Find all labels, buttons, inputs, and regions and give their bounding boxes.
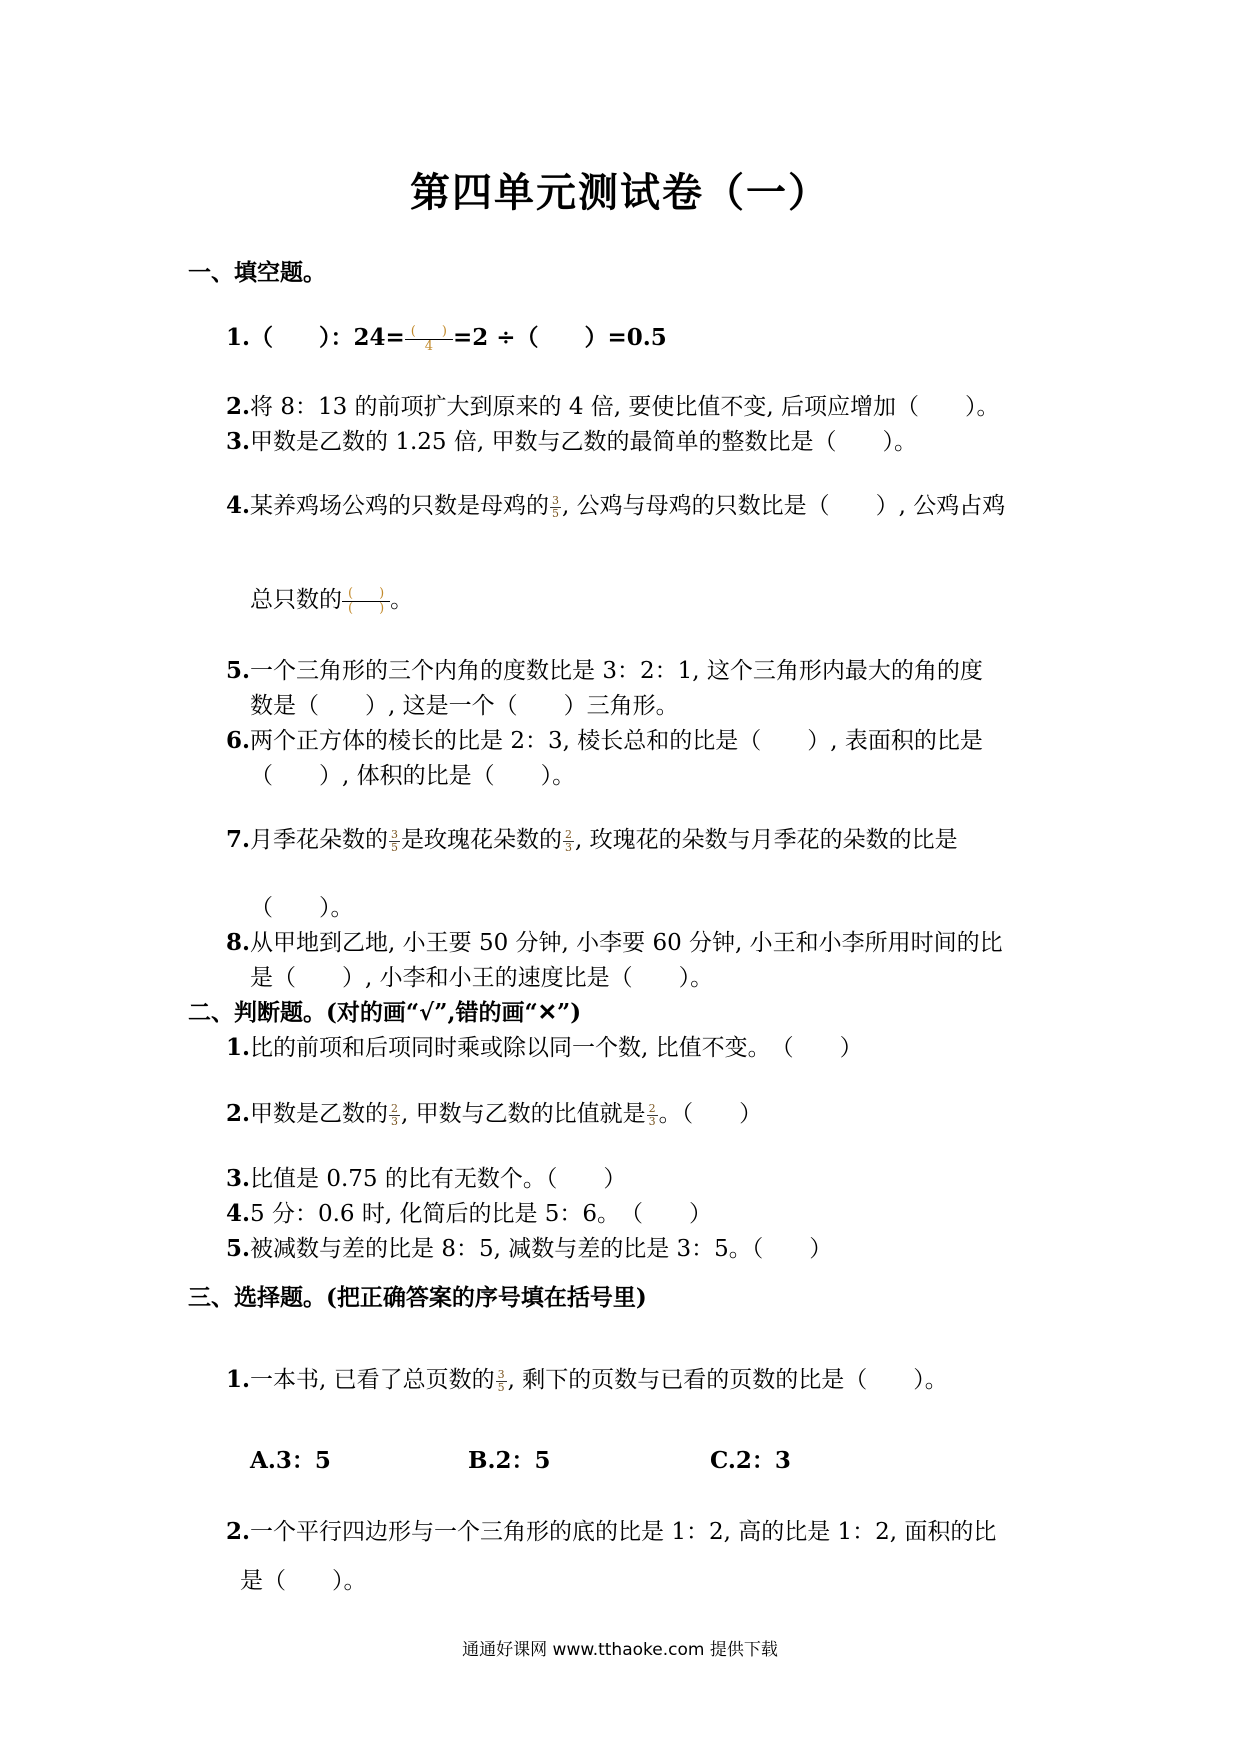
fraction-numerator: ( ) (342, 587, 390, 602)
question-number: 4. (226, 492, 251, 519)
question-number: 2. (226, 1518, 251, 1545)
question-number: 1. (226, 1366, 251, 1393)
question-text: 比值是 0.75 的比有无数个。（ ） (250, 1166, 627, 1192)
question-2-4 (226, 1199, 712, 1229)
question-3-2-continued: 是（ ）。 (240, 1568, 367, 1594)
question-number: 6. (226, 727, 251, 754)
fraction-denominator: 5 (497, 1380, 505, 1394)
question-text: 某养鸡场公鸡的只数是母鸡的 (250, 493, 550, 519)
question-number: 3. (226, 428, 251, 455)
question-text: 月季花朵数的 (250, 827, 389, 853)
question-1-4 (226, 491, 1005, 521)
question-text: 总只数的 (250, 587, 342, 613)
question-1-8-continued: 是（ ）, 小李和小王的速度比是（ ）。 (250, 965, 714, 991)
option-b: B.2：5 (468, 1447, 551, 1474)
question-text: 比的前项和后项同时乘或除以同一个数, 比值不变。 （ ） (250, 1035, 863, 1061)
question-1-1 (226, 323, 667, 354)
fraction (647, 1103, 658, 1128)
section-multiple-choice-heading: 三、选择题。(把正确答案的序号填在括号里) (188, 1284, 647, 1311)
fraction (496, 1369, 507, 1394)
question-text: 。 (390, 587, 414, 613)
question-text: 5 分：0.6 时, 化简后的比是 5：6。 （ ） (250, 1201, 713, 1227)
fraction-numerator: 3 (552, 493, 560, 507)
question-text: 两个正方体的棱长的比是 2：3, 棱长总和的比是（ ）, 表面积的比是 (250, 728, 983, 754)
fraction-numerator: 2 (648, 1101, 656, 1115)
question-1-8 (226, 928, 1003, 958)
fraction-numerator: ( ) (405, 325, 453, 340)
fraction-denominator: ( ) (348, 600, 385, 616)
question-1-7-continued: （ ）。 (250, 895, 354, 921)
question-number: 3. (226, 1165, 251, 1192)
section-true-false-heading: 二、判断题。(对的画“√”,错的画“✕”) (188, 999, 582, 1026)
question-3-1 (226, 1365, 948, 1395)
blank-fraction (342, 587, 390, 616)
question-2-5 (226, 1234, 832, 1264)
question-2-2 (226, 1099, 762, 1129)
question-1-2 (226, 392, 1000, 422)
fraction-numerator: 2 (391, 1101, 399, 1115)
fraction-denominator: 3 (391, 1114, 399, 1128)
fraction-numerator: 3 (497, 1367, 505, 1381)
fraction (389, 1103, 400, 1128)
option-c: C.2：3 (710, 1447, 791, 1474)
fraction-denominator: 4 (424, 338, 434, 354)
fraction (550, 495, 561, 520)
fraction-denominator: 5 (552, 506, 560, 520)
question-1-5-continued: 数是（ ）, 这是一个（ ）三角形。 (250, 693, 679, 719)
question-text: （ ）：24= (250, 324, 405, 351)
section-fill-blank-heading: 一、填空题。 (188, 259, 326, 286)
option-a: A.3：5 (250, 1447, 331, 1474)
page-title: 第四单元测试卷（一） (410, 169, 830, 216)
fraction (563, 829, 574, 854)
fraction-denominator: 5 (391, 840, 399, 854)
question-number: 2. (226, 1100, 251, 1127)
question-text: , 甲数与乙数的比值就是 (401, 1101, 646, 1127)
question-number: 2. (226, 393, 251, 420)
question-text: 甲数是乙数的 (250, 1101, 389, 1127)
question-text: 一个三角形的三个内角的度数比是 3：2：1, 这个三角形内最大的角的度 (250, 658, 983, 684)
question-2-3 (226, 1164, 626, 1194)
blank-fraction (405, 325, 453, 354)
question-number: 5. (226, 657, 251, 684)
question-text: 一本书, 已看了总页数的 (250, 1367, 495, 1393)
fraction-denominator: 3 (648, 1114, 656, 1128)
question-text: =2 ÷（ ）=0.5 (452, 324, 667, 351)
question-text: 甲数是乙数的 1.25 倍, 甲数与乙数的最简单的整数比是（ ）。 (250, 429, 917, 455)
fraction-numerator: 2 (565, 827, 573, 841)
question-number: 5. (226, 1235, 251, 1262)
question-1-6-continued: （ ）, 体积的比是（ ）。 (250, 763, 576, 789)
question-3-2 (226, 1517, 996, 1547)
question-number: 4. (226, 1200, 251, 1227)
question-1-6 (226, 726, 983, 756)
question-1-4-continued (250, 585, 413, 616)
question-text: 是玫瑰花朵数的 (401, 827, 563, 853)
fraction-numerator: 3 (391, 827, 399, 841)
fraction (389, 829, 400, 854)
question-text: , 玫瑰花的朵数与月季花的朵数的比是 (575, 827, 958, 853)
question-1-3 (226, 427, 917, 457)
question-text: , 剩下的页数与已看的页数的比是（ ）。 (507, 1367, 948, 1393)
question-text: , 公鸡与母鸡的只数比是（ ）, 公鸡占鸡 (562, 493, 1006, 519)
question-2-1 (226, 1033, 863, 1063)
question-number: 8. (226, 929, 251, 956)
question-number: 7. (226, 826, 251, 853)
question-number: 1. (226, 324, 251, 351)
question-number: 1. (226, 1034, 251, 1061)
question-text: 被减数与差的比是 8：5, 减数与差的比是 3：5。（ ） (250, 1236, 833, 1262)
question-text: 从甲地到乙地, 小王要 50 分钟, 小李要 60 分钟, 小王和小李所用时间的比 (250, 930, 1003, 956)
question-text: 将 8：13 的前项扩大到原来的 4 倍, 要使比值不变, 后项应增加（ ）。 (250, 394, 1000, 420)
fraction-denominator: 3 (565, 840, 573, 854)
question-text: 。（ ） (658, 1101, 763, 1127)
question-text: 一个平行四边形与一个三角形的底的比是 1：2, 高的比是 1：2, 面积的比 (250, 1519, 997, 1545)
question-1-7 (226, 825, 958, 855)
question-1-5 (226, 656, 983, 686)
page-footer: 通通好课网 www.tthaoke.com 提供下载 (462, 1640, 778, 1660)
